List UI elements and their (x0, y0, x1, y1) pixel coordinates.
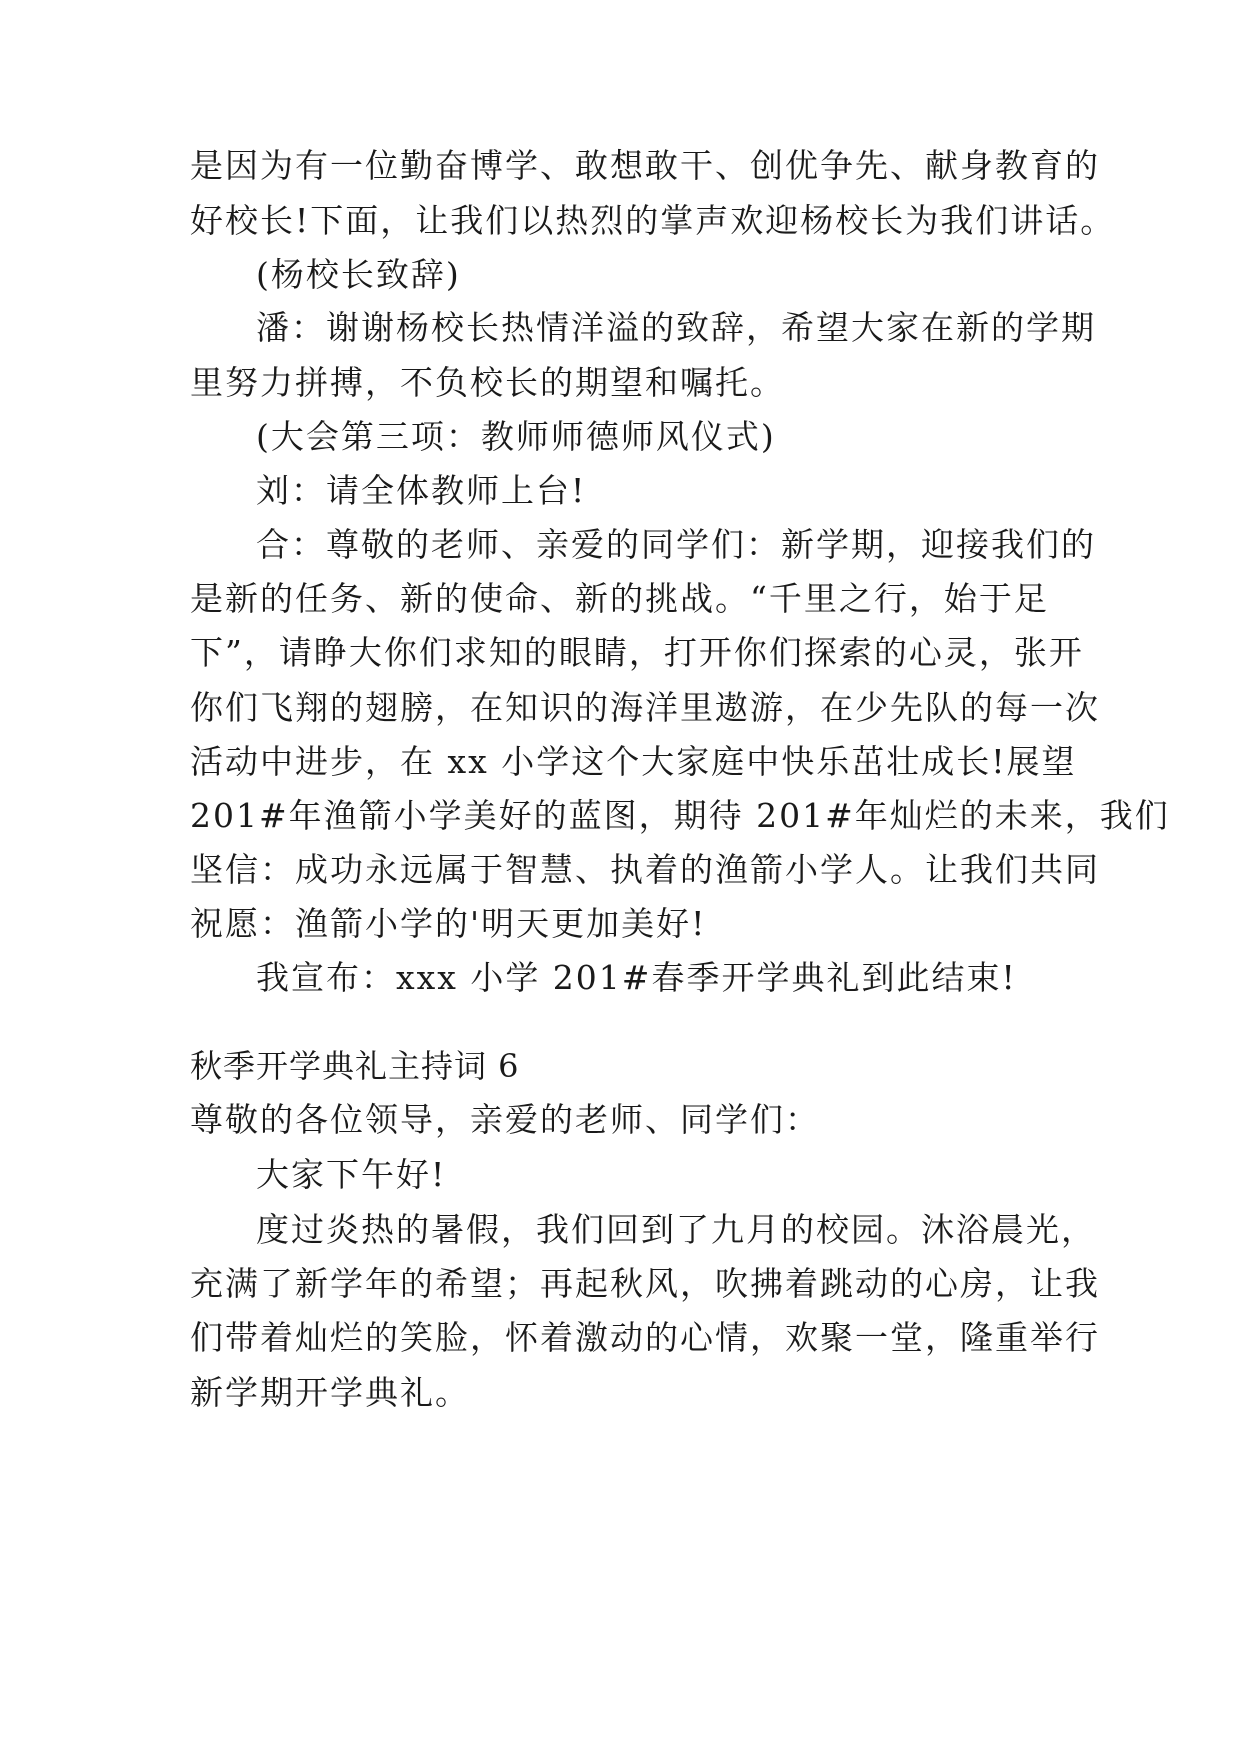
salutation: 尊敬的各位领导，亲爱的老师、同学们： (190, 1100, 820, 1139)
paragraph-line: 度过炎热的暑假，我们回到了九月的校园。沐浴晨光， (256, 1210, 1096, 1249)
paragraph-line: 里努力拼搏，不负校长的期望和嘱托。 (190, 363, 785, 402)
paragraph-line: 201#年渔箭小学美好的蓝图，期待 201#年灿烂的未来，我们 (190, 796, 1170, 835)
paragraph-line: 下”，请睁大你们求知的眼睛，打开你们探索的心灵，张开 (190, 633, 1084, 672)
paragraph-line: 合：尊敬的老师、亲爱的同学们：新学期，迎接我们的 (256, 525, 1096, 564)
paragraph-line: 我宣布：xxx 小学 201#春季开学典礼到此结束! (256, 958, 1017, 997)
paragraph-line: 充满了新学年的希望；再起秋风，吹拂着跳动的心房，让我 (190, 1264, 1100, 1303)
paragraph-line: 活动中进步，在 xx 小学这个大家庭中快乐茁壮成长!展望 (190, 742, 1077, 781)
paragraph-line: 祝愿：渔箭小学的'明天更加美好! (190, 904, 707, 943)
paragraph-line: 新学期开学典礼。 (190, 1373, 470, 1412)
paragraph-line: 们带着灿烂的笑脸，怀着激动的心情，欢聚一堂，隆重举行 (190, 1318, 1100, 1357)
paragraph-line: 好校长!下面，让我们以热烈的掌声欢迎杨校长为我们讲话。 (190, 201, 1116, 240)
paragraph-line: 坚信：成功永远属于智慧、执着的渔箭小学人。让我们共同 (190, 850, 1100, 889)
stage-direction: (大会第三项：教师师德师风仪式) (256, 417, 776, 456)
stage-direction: (杨校长致辞) (256, 255, 461, 294)
paragraph-line: 潘：谢谢杨校长热情洋溢的致辞，希望大家在新的学期 (256, 308, 1096, 347)
paragraph-line: 是新的任务、新的使命、新的挑战。“千里之行，始于足 (190, 579, 1049, 618)
paragraph-line: 是因为有一位勤奋博学、敢想敢干、创优争先、献身教育的 (190, 146, 1100, 185)
paragraph-line: 刘：请全体教师上台! (256, 471, 587, 510)
greeting: 大家下午好! (256, 1155, 447, 1194)
paragraph-line: 你们飞翔的翅膀，在知识的海洋里遨游，在少先队的每一次 (190, 688, 1100, 727)
section-title: 秋季开学典礼主持词 6 (190, 1047, 520, 1085)
